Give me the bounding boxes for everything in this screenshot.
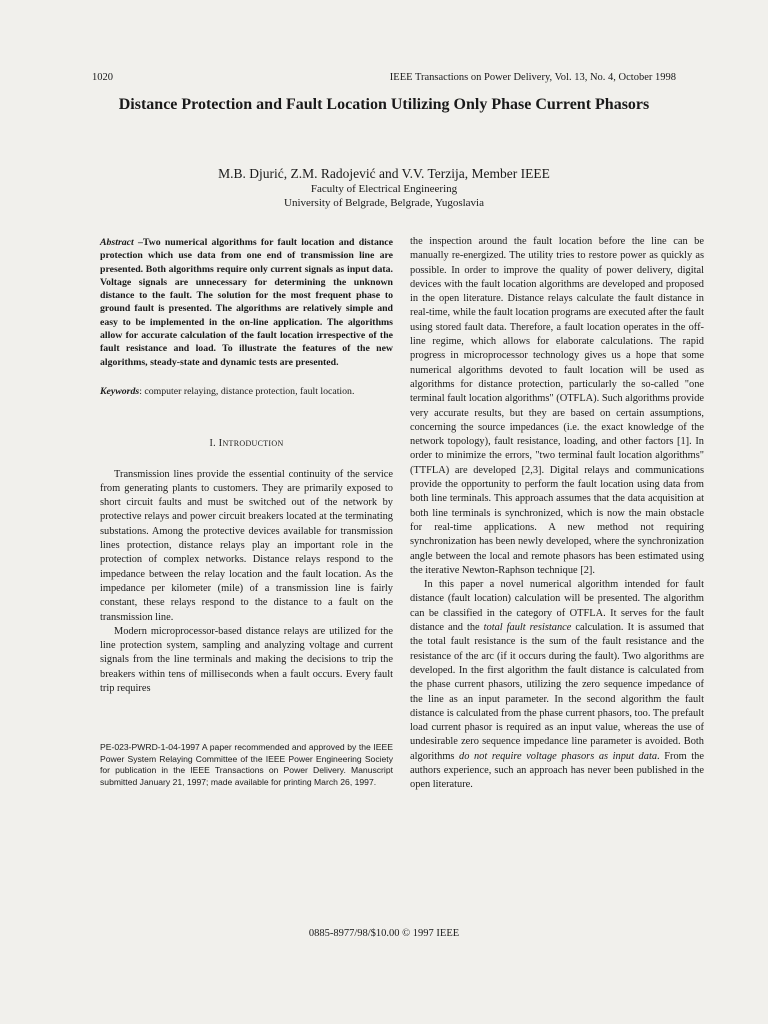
keywords-text: : computer relaying, distance protection, fault location. (139, 385, 355, 397)
abstract-text: –Two numerical algorithms for fault location and distance protection which use data from one end of transmission line are presented. Both algorithms require only current signals as input data. Voltage signals are unnecessary for determining the unknown distance to the fault. The solution for the most frequent phase to ground fault is presented. The algorithms are relatively simple and easy to be implemented in the on-line application. The algorithms allow for accurate calculation of the fault location irrespective of the fault resistance and load. To illustrate the features of the new algorithms, steady-state and dynamic tests are presented. (100, 237, 393, 368)
right-column (410, 235, 704, 793)
affiliation-university: University of Belgrade, Belgrade, Yugoslavia (284, 197, 484, 209)
left-column (100, 236, 393, 696)
abstract (100, 236, 393, 369)
intro-paragraph-1: Transmission lines provide the essential continuity of the service from generating plants to customers. They are primarily exposed to short circuit faults and must be switched out of the network by protective relays and power circuit breakers located at the terminating substations. Among the protective devices available for transmission lines protection, distance relays play an important role in the protection of complex networks. Distance relays respond to the impedance between the relay location and the fault location. As the impedance per kilometer (mile) of a transmission line is fairly constant, these relays respond to the distance to a fault on the transmission line. (100, 468, 393, 623)
author-list: M.B. Djurić, Z.M. Radojević and V.V. Terzija, Member IEEE (218, 166, 550, 181)
journal-citation: IEEE Transactions on Power Delivery, Vol. 13, No. 4, October 1998 (389, 72, 676, 83)
abstract-label: Abstract (100, 237, 134, 248)
affiliation-faculty: Faculty of Electrical Engineering (310, 183, 458, 195)
section-heading-introduction: I. INTRODUCTION (209, 438, 284, 450)
intro-paragraph-3: In this paper a novel numerical algorithm intended for fault distance (fault location) calculation will be presented. The algorithm can be classified in the category of OTFLA. It serves for the fault distance and the total fault resistance calculation. It is assumed that the total fault resistance is the sum of the fault resistance and the resistance of the arc (if it occurs during the fault). Two algorithms are developed. In the first algorithm the fault distance is calculated from the phase current phasors, utilizing the zero sequence impedance of the line as an input parameter. In the second algorithm the fault distance is calculated from the phase current phasors, too. The prefault load current phasor is required as an input value, whereas the use of undesirable zero sequence impedance line parameter is avoided. Both algorithms do not require voltage phasors as input data. From the authors experience, such an approach has never been published in the open literature. (410, 579, 704, 791)
page-number: 1020 (92, 72, 113, 83)
keywords (100, 385, 393, 399)
intro-paragraph-continued: the inspection around the fault location before the line can be manually re-energized. The utility tries to restore power as quickly as possible. In order to improve the quality of power delivery, digital devices with the fault location algorithms are developed and proposed in the open literature. Distance relays calculate the fault distance in real-time, while the fault location programs are executed after the fault using stored fault data. Therefore, a fault location operates in the off-line regime, which allows for elaborate calculations. The rapid progress in microprocessor technology gives us a hope that some numerical algorithms devoted to fault location will be used as algorithms for distance protection, particularly the so-called "one terminal fault location algorithms" (OTFLA). Such algorithms provide very accurate results, but they are based on certain assumptions, concerning the source impedances (i.e. the exact knowledge of the network topology), fault resistance, loading, and other factors [1]. In order to minimize the errors, "two terminal fault location algorithms" (TTFLA) are developed [2,3]. Digital relays and communications provide the opportunity to perform the fault location using data from both line terminals. This approach assumes that the data acquisition at both line terminals is synchronized, which is now the main obstacle for real-time applications. A new method not requiring synchronization has been newly developed, where the synchronization angle between the local and remote phasors has been estimated using the iterative Newton-Raphson technique [2]. (410, 236, 704, 576)
intro-paragraph-2: Modern microprocessor-based distance relays are utilized for the line protection system, sampling and analyzing voltage and current signals from the line terminals and making the decisions to trip the breakers within tens of milliseconds when a fault occurs. Every fault trip requires (100, 625, 393, 695)
paper-title: Distance Protection and Fault Location Utilizing Only Phase Current Phasors (118, 96, 650, 113)
footnote: PE-023-PWRD-1-04-1997 A paper recommended and approved by the IEEE Power System Relaying Committee of the IEEE Power Engineering Society for publication in the IEEE Transactions on Power Delivery. Manuscript submitted January 21, 1997; made available for printing March 26, 1997. (100, 742, 393, 787)
emphasis-no-voltage-phasors: do not require voltage phasors as input data (459, 750, 658, 762)
keywords-label: Keywords (100, 385, 140, 397)
emphasis-total-fault-resistance: total fault resistance (483, 622, 572, 634)
copyright-footer: 0885-8977/98/$10.00 © 1997 IEEE (308, 928, 460, 939)
